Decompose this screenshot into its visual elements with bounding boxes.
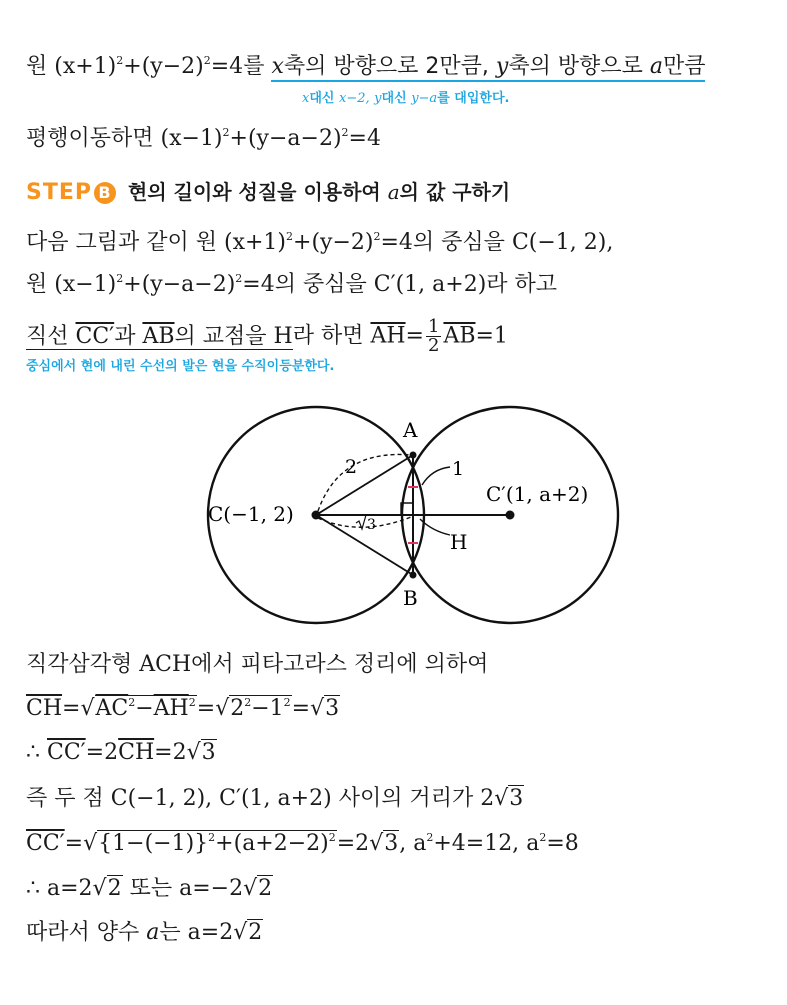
label-length-1: 1 bbox=[452, 458, 465, 480]
line-center-c2 bbox=[26, 270, 557, 300]
svg-text:3: 3 bbox=[367, 517, 376, 533]
equation-circle2b: $(x-1)^2+(y-a-2)^2=4$ bbox=[54, 272, 275, 297]
text-distance: 사이의 거리가 bbox=[338, 786, 474, 811]
var-y: y bbox=[495, 54, 509, 79]
point-c-prime: C′(1, a+2) bbox=[373, 272, 487, 297]
text-right-triangle: 직각삼각형 bbox=[26, 652, 133, 677]
segment-ah: $\overline{AH}$ bbox=[370, 323, 406, 349]
sqrt-3: √3 bbox=[310, 696, 340, 721]
dot-a bbox=[410, 452, 417, 459]
label-c: C(−1, 2) bbox=[208, 502, 294, 526]
fraction-half: $\frac{1}{2}$ bbox=[427, 316, 440, 356]
dot-c-prime bbox=[506, 511, 515, 520]
line-distance bbox=[26, 784, 524, 814]
line-cc-length bbox=[26, 738, 217, 768]
text-figure-intro: 다음 그림과 같이 원 bbox=[26, 230, 217, 255]
var-a-final: a bbox=[146, 920, 160, 945]
equation-circle1: $(x+1)^2+(y-2)^2=4$ bbox=[54, 54, 244, 79]
line-intersection: 직선 CC′과 $\overline{AB}$의 교점을 H라 하면 $\overline{AH}=$ $\frac{1}{2}$ $\overline{AB}=1$ bbox=[26, 316, 508, 356]
step-heading bbox=[26, 177, 510, 208]
line-a-values bbox=[26, 874, 273, 904]
line-translation bbox=[26, 52, 705, 82]
text-translate: 평행이동하면 bbox=[26, 126, 154, 151]
text-center2: 의 중심을 bbox=[274, 272, 367, 297]
dashed-arc-2 bbox=[318, 454, 411, 511]
translation-underlined bbox=[271, 54, 705, 82]
note-perpendicular: 중심에서 현에 내린 수선의 발은 현을 수직이등분한다. bbox=[26, 359, 335, 374]
dot-c bbox=[312, 511, 321, 520]
equation-distance: $CC'=√\{1-(-1)\}^2+(a+2-2)^2=2√3$, $a^2+4=12$, $a^2=8$ bbox=[26, 831, 579, 856]
figure-two-circles bbox=[200, 405, 630, 635]
var-x: x bbox=[271, 54, 284, 79]
label-a: A bbox=[403, 418, 418, 442]
line-ch-length bbox=[26, 694, 340, 724]
dot-b bbox=[410, 572, 417, 579]
line-center-c bbox=[26, 228, 613, 258]
sqrt-2-1: $√2^2-1^2$ bbox=[215, 696, 291, 721]
line-translated-circle bbox=[26, 124, 381, 154]
line-distance-formula bbox=[26, 829, 579, 859]
text-center: 의 중심을 bbox=[412, 230, 505, 255]
equation-circle1b: $(x+1)^2+(y-2)^2=4$ bbox=[224, 230, 413, 255]
label-c-prime: C′(1, a+2) bbox=[486, 482, 589, 506]
label-b: B bbox=[403, 586, 418, 610]
line-pythagoras bbox=[26, 650, 488, 680]
equation-circle2: $(x-1)^2+(y-a-2)^2=4$ bbox=[160, 126, 381, 151]
leader-1 bbox=[422, 467, 450, 485]
text-pythagoras: 에서 피타고라스 정리에 의하여 bbox=[191, 652, 489, 677]
equation-a-pos: ∴ a=2√2 bbox=[26, 876, 122, 901]
text-is: 는 bbox=[159, 920, 181, 945]
step-title: 현의 길이와 성질을 이용하여 a의 값 구하기 bbox=[128, 180, 511, 204]
text-x-shift: 축의 방향으로 2만큼, bbox=[283, 54, 489, 79]
var-a: a bbox=[649, 54, 663, 79]
particle: 를 bbox=[243, 54, 265, 79]
equation-ch: $\overline{CH}=√AC^2-\overline{AH}^2=√2^2-1^2=√3$ bbox=[26, 696, 340, 721]
text-or: 또는 bbox=[129, 876, 173, 901]
segment-ca bbox=[316, 455, 413, 515]
text-won: 원 bbox=[26, 54, 48, 79]
label-sqrt3 bbox=[356, 515, 378, 533]
text-won2: 원 bbox=[26, 272, 48, 297]
text-two-points: 즉 두 점 bbox=[26, 786, 104, 811]
point-c: C(−1, 2), bbox=[511, 230, 614, 255]
sqrt-ac-ah: $√AC^2-\overline{AH}^2$ bbox=[80, 696, 196, 721]
value-2sqrt3: 2√3 bbox=[480, 786, 524, 811]
intersection-underlined: 직선 CC′과 $\overline{AB}$의 교점을 H bbox=[26, 323, 293, 349]
equation-cc: ∴ $CC'=2\overline{CH}=2√3$ bbox=[26, 740, 216, 765]
label-h: H bbox=[450, 530, 468, 554]
text-y-shift: 축의 방향으로 bbox=[508, 54, 643, 79]
text-let: 라 하고 bbox=[486, 272, 558, 297]
text-therefore-positive: 따라서 양수 bbox=[26, 920, 140, 945]
equation-a-neg: a=−2√2 bbox=[179, 876, 273, 901]
segment-cb bbox=[316, 515, 413, 575]
segment-ab: $\overline{AB}$ bbox=[443, 323, 476, 349]
text-amount: 만큼 bbox=[662, 54, 706, 79]
equation-final: a=2√2 bbox=[187, 920, 263, 945]
label-length-2: 2 bbox=[345, 456, 358, 478]
points-c-c-prime: C(−1, 2), C′(1, a+2) bbox=[110, 786, 332, 811]
text-then: 라 하면 bbox=[292, 323, 364, 349]
line-conclusion bbox=[26, 918, 263, 948]
step-letter-circle: B bbox=[94, 182, 116, 204]
note-substitution: x대신 x−2, y대신 y−a를 대입한다. bbox=[302, 91, 510, 106]
triangle-ach: ACH bbox=[139, 652, 192, 677]
step-badge: STEP B bbox=[26, 178, 116, 208]
